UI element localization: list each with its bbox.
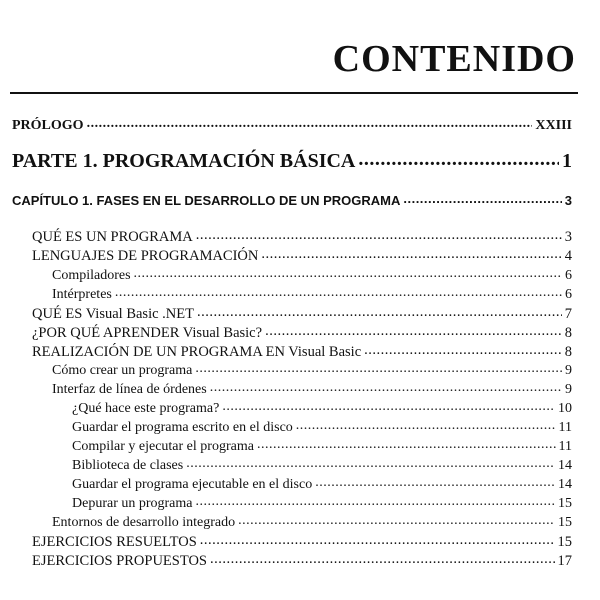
toc-leader-dots <box>115 285 562 301</box>
toc-leader-dots <box>364 342 562 359</box>
toc-entry-title: ¿POR QUÉ APRENDER Visual Basic? <box>32 325 263 341</box>
toc-entry-page: 14 <box>558 458 572 473</box>
toc-entry-page: 1 <box>562 150 572 172</box>
toc-entry-page: 15 <box>558 515 572 530</box>
toc-leader-dots <box>87 116 533 132</box>
toc-entry-title: ¿Qué hace este programa? <box>72 401 220 416</box>
toc-leader-dots <box>134 266 562 282</box>
toc-entry-title: QUÉ ES Visual Basic .NET <box>32 306 194 322</box>
toc-entry-page: 7 <box>564 306 572 322</box>
toc-entry[interactable] <box>32 306 572 323</box>
toc-entry[interactable] <box>52 268 572 284</box>
toc-entry-prologue[interactable] <box>12 118 572 134</box>
toc-leader-dots <box>196 227 562 244</box>
toc-leader-dots <box>296 418 556 434</box>
toc-entry-page: 8 <box>564 325 572 341</box>
toc-leader-dots <box>257 437 556 453</box>
toc-entry[interactable] <box>52 287 572 303</box>
toc-entry-page: 14 <box>558 477 572 492</box>
toc-entry-title: LENGUAJES DE PROGRAMACIÓN <box>32 248 259 264</box>
toc-entry-title: Depurar un programa <box>72 496 193 511</box>
toc-entry[interactable] <box>72 401 572 417</box>
toc-entry-page: 17 <box>557 553 572 569</box>
toc-entry[interactable] <box>52 515 572 531</box>
toc-leader-dots <box>195 361 562 377</box>
toc-entry[interactable] <box>72 477 572 493</box>
toc-leader-dots <box>210 380 562 396</box>
toc-entry-title: REALIZACIÓN DE UN PROGRAMA EN Visual Basic <box>32 344 362 360</box>
toc-entry-page: 10 <box>558 401 572 416</box>
toc-entry-page: 9 <box>565 363 572 378</box>
toc-entry-page: 6 <box>565 268 572 283</box>
toc-entry-title: QUÉ ES UN PROGRAMA <box>32 229 193 245</box>
toc-leader-dots <box>261 246 561 263</box>
toc-leader-dots <box>315 475 555 491</box>
toc-entry-title: Guardar el programa ejecutable en el disco <box>72 477 313 492</box>
toc-entry-page: 11 <box>558 420 572 435</box>
toc-entry[interactable] <box>32 553 572 570</box>
toc-entry[interactable] <box>32 325 572 342</box>
toc-entry[interactable] <box>72 439 572 455</box>
toc-entry[interactable] <box>52 363 572 379</box>
toc-leader-dots <box>196 494 555 510</box>
toc-entry-title: Guardar el programa escrito en el disco <box>72 420 293 435</box>
toc-leader-dots <box>403 191 561 206</box>
toc-entry-page: 15 <box>558 496 572 511</box>
toc-entry-title: Compiladores <box>52 268 131 283</box>
toc-leader-dots <box>197 304 562 321</box>
toc-entry[interactable] <box>72 458 572 474</box>
toc-entry-page: 3 <box>564 229 572 245</box>
toc-entry-title: CAPÍTULO 1. FASES EN EL DESARROLLO DE UN PROGRAMA <box>12 193 401 208</box>
toc-entry[interactable] <box>72 420 572 436</box>
toc-leader-dots <box>200 532 555 549</box>
toc-leader-dots <box>186 456 555 472</box>
toc-leader-dots <box>265 323 562 340</box>
toc-entry-title: Compilar y ejecutar el programa <box>72 439 254 454</box>
title-rule <box>10 92 578 94</box>
page-title: CONTENIDO <box>332 38 576 80</box>
toc-entry-title: PRÓLOGO <box>12 118 84 133</box>
toc-entry-title: EJERCICIOS RESUELTOS <box>32 534 197 550</box>
toc-entry-page: 6 <box>565 287 572 302</box>
toc-entry[interactable] <box>72 496 572 512</box>
toc-entry[interactable] <box>52 382 572 398</box>
toc-entry-page: 9 <box>565 382 572 397</box>
toc-entry-page: 3 <box>564 193 572 208</box>
toc-entry-page: 4 <box>564 248 572 264</box>
toc-leader-dots <box>358 148 559 171</box>
toc-entry-title: Intérpretes <box>52 287 112 302</box>
toc-entry[interactable] <box>32 248 572 265</box>
toc-entry-part[interactable] <box>12 150 572 173</box>
toc-entry-title: Cómo crear un programa <box>52 363 193 378</box>
toc-entry-chapter[interactable] <box>12 193 572 208</box>
toc-entry-title: Entornos de desarrollo integrado <box>52 515 236 530</box>
toc-leader-dots <box>238 513 555 529</box>
toc-entry[interactable] <box>32 344 572 361</box>
toc-entry-title: Biblioteca de clases <box>72 458 184 473</box>
toc-entry-page: 11 <box>558 439 572 454</box>
toc-entry-page: 15 <box>557 534 572 550</box>
toc-entry-title: EJERCICIOS PROPUESTOS <box>32 553 207 569</box>
toc-entry[interactable] <box>32 534 572 551</box>
toc-entry-page: 8 <box>564 344 572 360</box>
toc-entry[interactable] <box>32 229 572 246</box>
toc-leader-dots <box>222 399 555 415</box>
toc-entry-title: Interfaz de línea de órdenes <box>52 382 207 397</box>
toc-entry-title: PARTE 1. PROGRAMACIÓN BÁSICA <box>12 150 356 172</box>
toc-entry-page: XXIII <box>535 118 572 133</box>
toc-leader-dots <box>210 551 555 568</box>
